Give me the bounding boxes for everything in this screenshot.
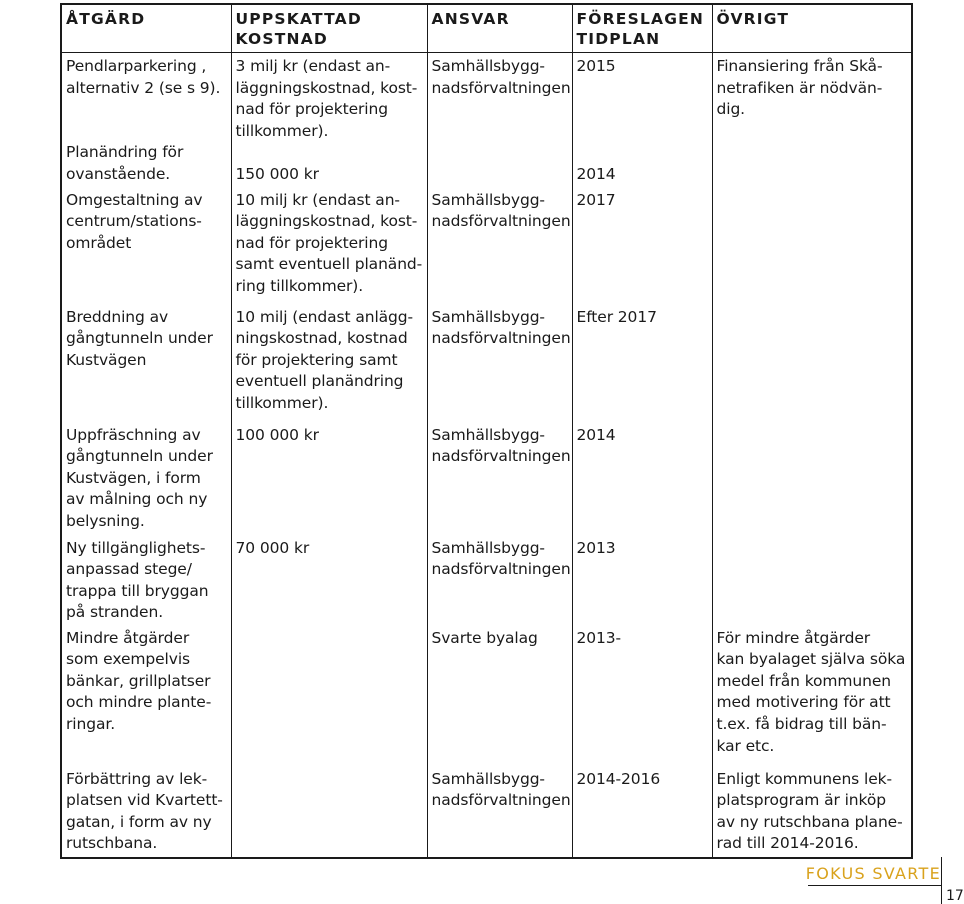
table-row [61, 53, 912, 143]
table-row [61, 303, 912, 420]
cell-atgard: Pendlarparkering , alternativ 2 (se s 9). [61, 53, 231, 143]
table-row [61, 420, 912, 534]
footer-divider-horizontal [808, 885, 942, 886]
footer-divider-vertical [941, 857, 942, 904]
cell-atgard: Breddning av gångtunneln under Kustvägen [61, 303, 231, 420]
cell-tidplan: 2014-2016 [572, 764, 712, 858]
cell-atgard: Uppfräschning av gångtunneln under Kustvägen, i form av målning och ny belysning. [61, 420, 231, 534]
table-row [61, 142, 912, 185]
cell-ansvar: Samhällsbygg- nadsförvaltningen [427, 186, 572, 303]
cell-kostnad [231, 764, 427, 858]
cell-ovrigt [712, 303, 912, 420]
header-kostnad: UPPSKATTAD KOSTNAD [231, 4, 427, 53]
cell-tidplan: 2014 [572, 420, 712, 534]
cell-ovrigt: Finansiering från Skå- netrafiken är nödvän- dig. [712, 53, 912, 143]
cell-ansvar: Samhällsbygg- nadsförvaltningen [427, 534, 572, 625]
cell-tidplan: 2014 [572, 142, 712, 185]
cell-kostnad [231, 625, 427, 764]
cell-ansvar: Samhällsbygg- nadsförvaltningen [427, 420, 572, 534]
cell-tidplan: 2013 [572, 534, 712, 625]
cell-ovrigt: För mindre åtgärder kan byalaget själva söka medel från kommunen med motivering för att t.ex. få bidrag till bän- kar etc. [712, 625, 912, 764]
table-row [61, 764, 912, 858]
cell-tidplan: 2015 [572, 53, 712, 143]
cell-tidplan: 2017 [572, 186, 712, 303]
table-header-row [61, 4, 912, 53]
cell-atgard: Omgestaltning av centrum/stations- området [61, 186, 231, 303]
header-tidplan: FÖRESLAGEN TIDPLAN [572, 4, 712, 53]
cell-ansvar [427, 142, 572, 185]
cell-atgard: Planändring för ovanstående. [61, 142, 231, 185]
cell-ansvar: Samhällsbygg- nadsförvaltningen [427, 303, 572, 420]
cell-atgard: Ny tillgänglighets- anpassad stege/ trappa till bryggan på stranden. [61, 534, 231, 625]
cell-kostnad: 150 000 kr [231, 142, 427, 185]
header-ansvar: ANSVAR [427, 4, 572, 53]
header-atgard: ÅTGÄRD [61, 4, 231, 53]
cell-kostnad: 10 milj kr (endast an- läggningskostnad, kost- nad för projektering samt eventuell planänd- ring tillkommer). [231, 186, 427, 303]
table-row [61, 186, 912, 303]
cell-atgard: Förbättring av lek- platsen vid Kvartett- gatan, i form av ny rutschbana. [61, 764, 231, 858]
table-row [61, 534, 912, 625]
cell-ovrigt [712, 142, 912, 185]
cell-ansvar: Samhällsbygg- nadsförvaltningen [427, 53, 572, 143]
cell-kostnad: 10 milj (endast anlägg- ningskostnad, kostnad för projektering samt eventuell planändring tillkommer). [231, 303, 427, 420]
cell-ovrigt: Enligt kommunens lek- platsprogram är inköp av ny rutschbana plane- rad till 2014-2016. [712, 764, 912, 858]
cell-atgard: Mindre åtgärder som exempelvis bänkar, grillplatser och mindre plante- ringar. [61, 625, 231, 764]
header-ovrigt: ÖVRIGT [712, 4, 912, 53]
table-row [61, 625, 912, 764]
cell-tidplan: 2013- [572, 625, 712, 764]
cell-ansvar: Svarte byalag [427, 625, 572, 764]
cell-kostnad: 100 000 kr [231, 420, 427, 534]
cell-kostnad: 70 000 kr [231, 534, 427, 625]
cell-tidplan: Efter 2017 [572, 303, 712, 420]
cell-ansvar: Samhällsbygg- nadsförvaltningen [427, 764, 572, 858]
cell-ovrigt [712, 420, 912, 534]
page-number: 17 [946, 888, 964, 904]
cell-ovrigt [712, 186, 912, 303]
cell-ovrigt [712, 534, 912, 625]
cell-kostnad: 3 milj kr (endast an- läggningskostnad, kost- nad för projektering tillkommer). [231, 53, 427, 143]
action-plan-table [60, 3, 913, 859]
footer-brand: FOKUS SVARTE [805, 864, 941, 883]
